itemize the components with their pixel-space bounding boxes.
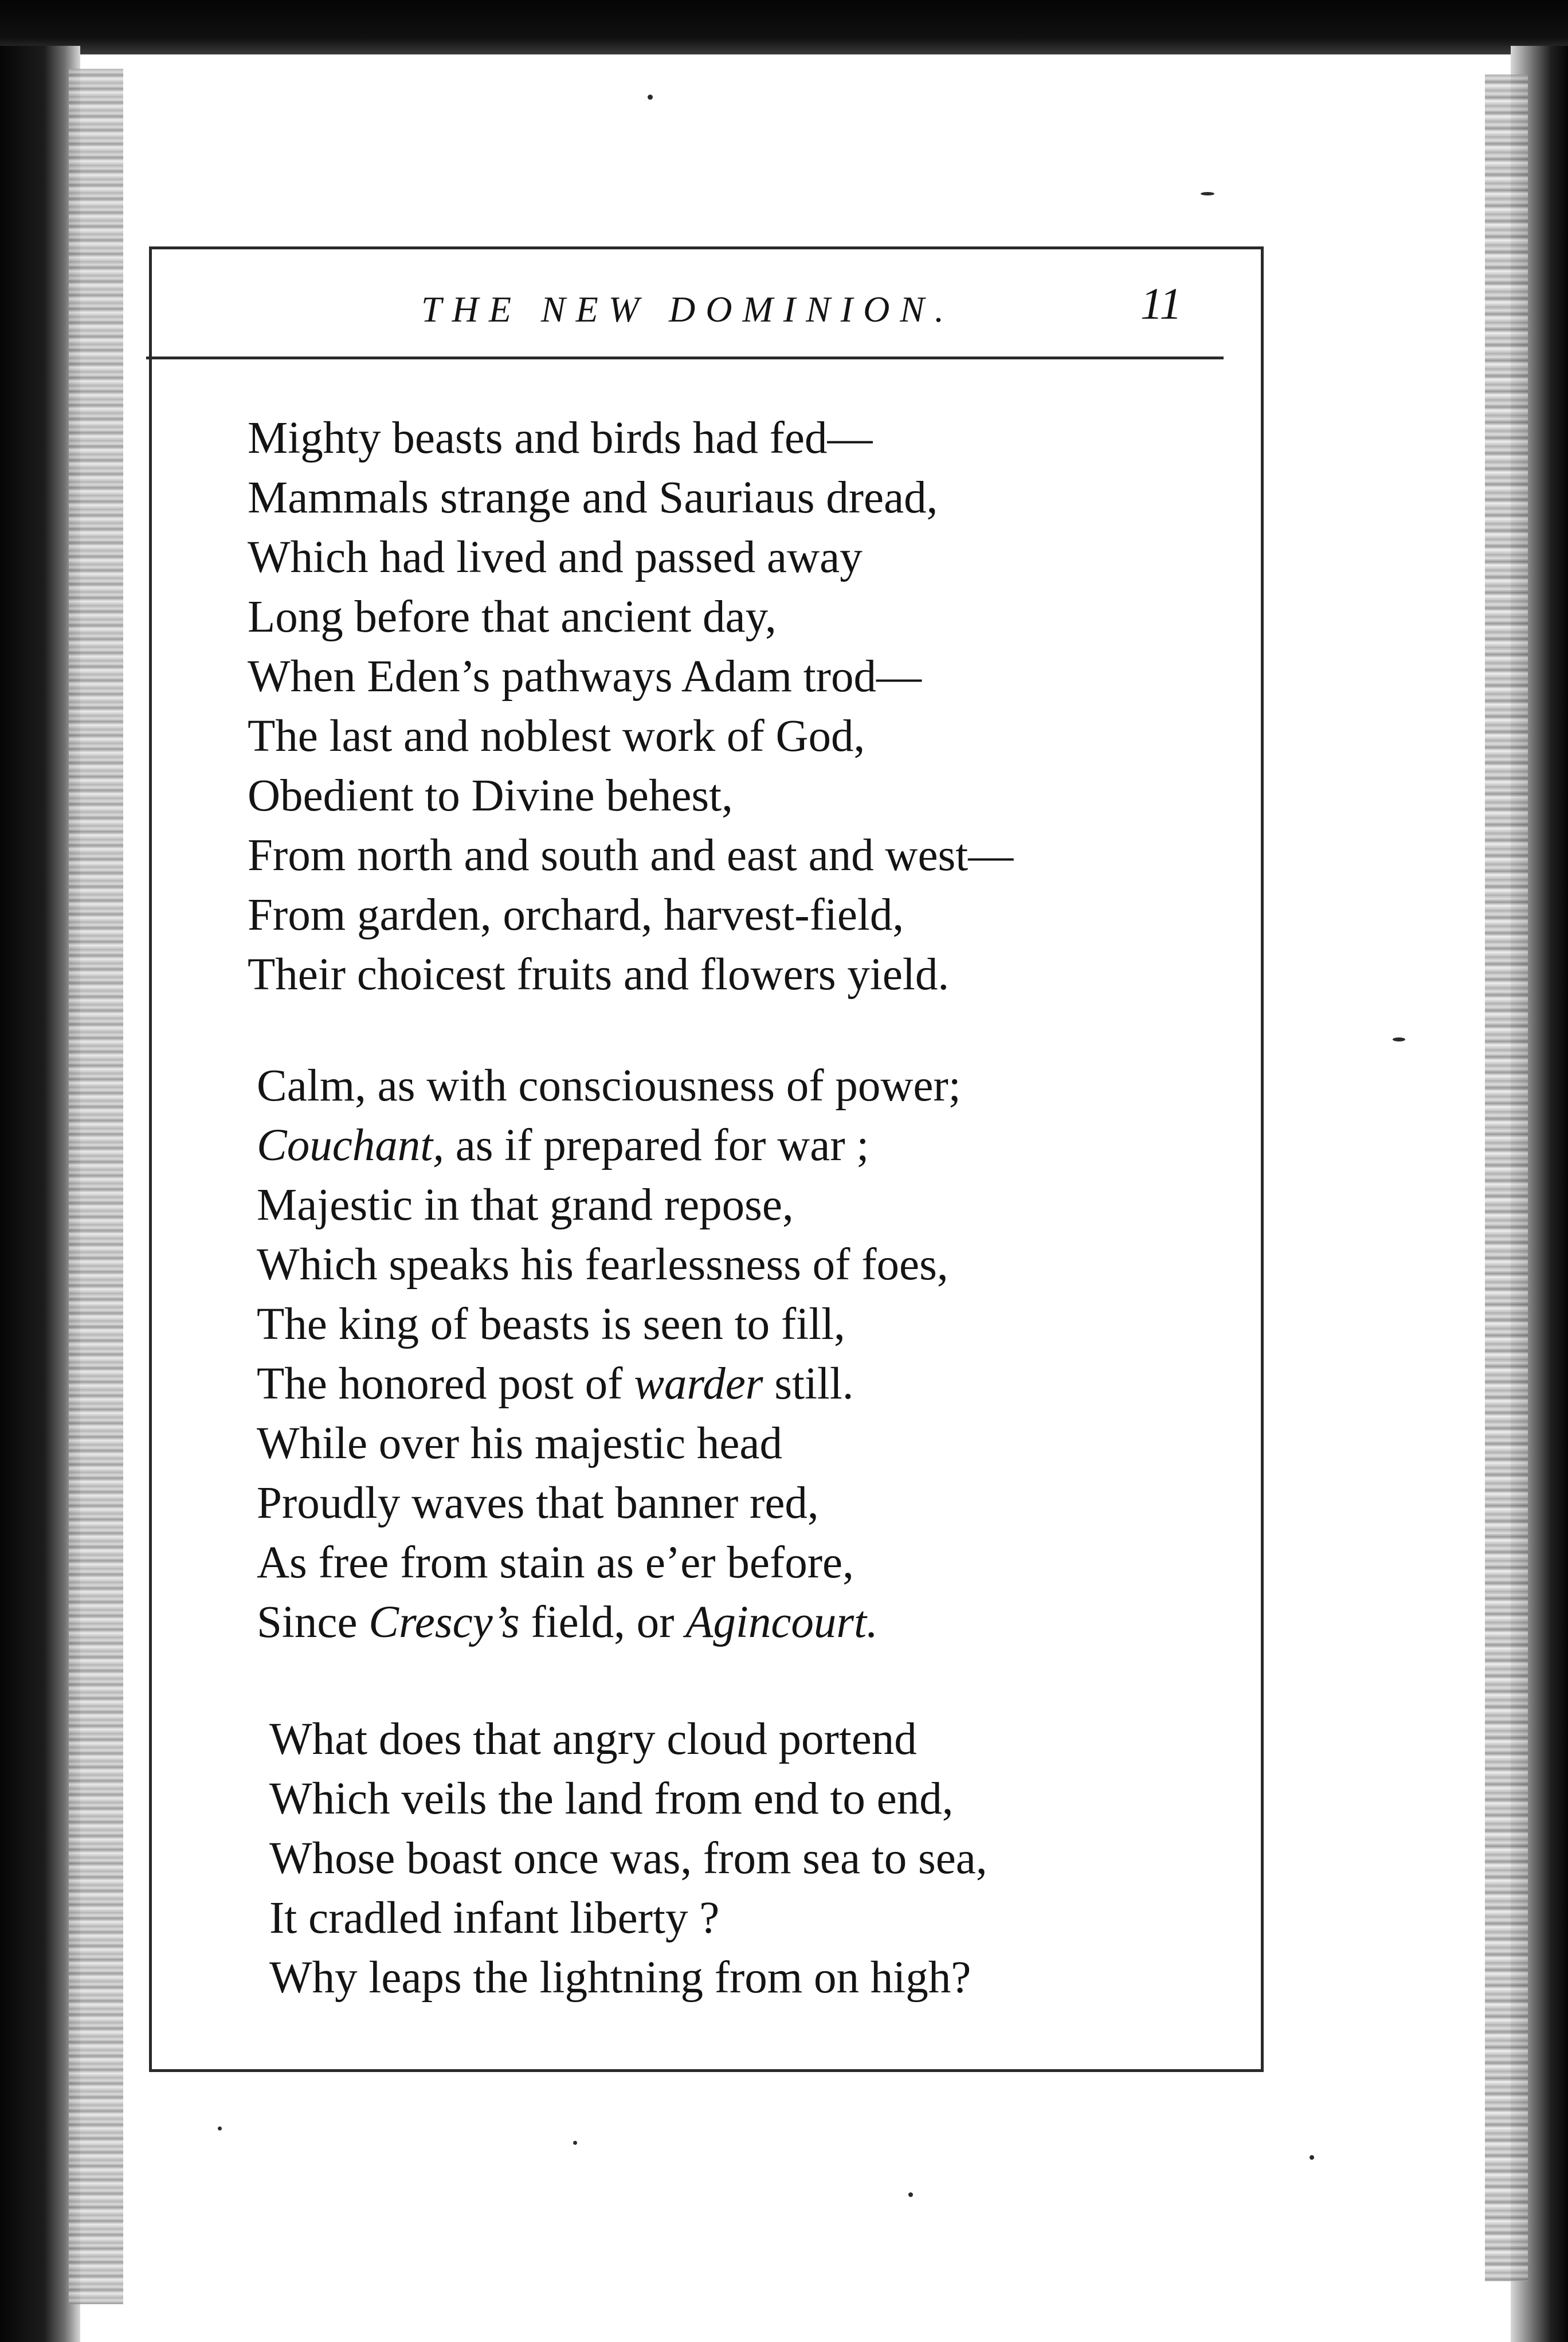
verse-text: The honored post of: [257, 1359, 623, 1409]
verse-line: Mighty beasts and birds had fed—: [248, 413, 873, 463]
running-head: THE NEW DOMINION.: [421, 289, 954, 330]
book-binding-edge: [69, 69, 123, 2304]
verse-line: [257, 1116, 961, 1176]
verse-line: The last and noblest work of God,: [248, 711, 865, 761]
verse-text: field, or: [531, 1597, 675, 1647]
header-rule: [146, 357, 1224, 359]
page-stack-edge: [1485, 75, 1528, 2281]
verse-line: [257, 1593, 961, 1652]
scan-edge-top: [0, 0, 1568, 54]
verse-line: Long before that ancient day,: [248, 592, 777, 642]
verse-line: Their choicest fruits and flowers yield.: [248, 950, 950, 1000]
verse-line: As free from stain as e’er before,: [257, 1538, 854, 1588]
verse-line: Why leaps the lightning from on high?: [269, 1953, 971, 2003]
verse-line: Which speaks his fearlessness of foes,: [257, 1240, 948, 1290]
verse-text: as if prepared for war ;: [455, 1121, 869, 1170]
italic-word: Couchant,: [257, 1121, 444, 1170]
verse-line: Mammals strange and Sauriaus dread,: [248, 473, 938, 523]
scan-speck: [573, 2141, 577, 2145]
verse-line: The king of beasts is seen to fill,: [257, 1299, 845, 1349]
scan-edge-left: [0, 46, 80, 2342]
verse-text: still.: [774, 1359, 854, 1409]
verse-line: From north and south and east and west—: [248, 831, 1014, 880]
scan-speck: [1201, 192, 1214, 195]
verse-line: From garden, orchard, harvest-field,: [248, 890, 904, 940]
verse-line: Proudly waves that banner red,: [257, 1478, 819, 1528]
verse-line: [257, 1354, 961, 1414]
stanza-3: [269, 1710, 987, 2008]
scan-speck: [908, 2192, 913, 2197]
italic-word: Crescy’s: [369, 1597, 520, 1647]
italic-word: Agincourt.: [685, 1597, 878, 1647]
verse-line: Obedient to Divine behest,: [248, 771, 733, 821]
scan-speck: [1393, 1037, 1405, 1041]
verse-line: Which had lived and passed away: [248, 532, 863, 582]
verse-line: Majestic in that grand repose,: [257, 1180, 794, 1230]
stanza-2: [257, 1056, 961, 1652]
verse-line: What does that angry cloud portend: [269, 1714, 917, 1764]
scan-speck: [648, 95, 653, 100]
verse-line: Calm, as with consciousness of power;: [257, 1061, 961, 1111]
scan-speck: [218, 2126, 222, 2130]
page-number: 11: [1140, 279, 1182, 328]
scan-speck: [1310, 2155, 1314, 2160]
verse-line: When Eden’s pathways Adam trod—: [248, 652, 922, 702]
verse-line: Whose boast once was, from sea to sea,: [269, 1834, 987, 1883]
italic-word: warder: [634, 1359, 763, 1409]
verse-line: It cradled infant liberty ?: [269, 1893, 720, 1943]
verse-text: Since: [257, 1597, 358, 1647]
stanza-1: [248, 409, 1013, 1005]
verse-line: While over his majestic head: [257, 1419, 782, 1468]
verse-line: Which veils the land from end to end,: [269, 1774, 954, 1824]
